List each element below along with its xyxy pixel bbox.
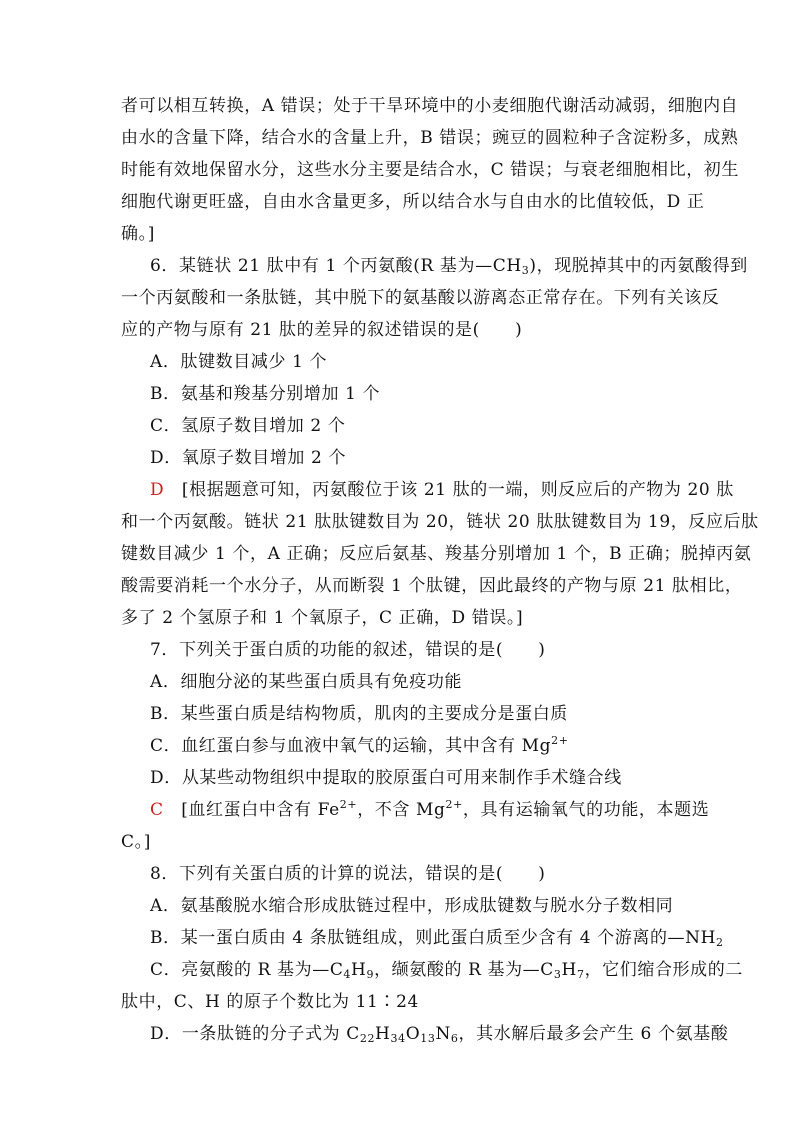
explanation-line: 和一个丙氨酸。链状 21 肽肽键数目为 20，链状 20 肽肽键数目为 19，反应后肽 [121,512,759,532]
question-8-option-c: C．亮氨酸的 R 基为$—C_4H_9$，缬氨酸的 R 基为$—C_3H_7$，它们缩合形成的二 [150,960,743,981]
explanation-line: 细胞代谢更旺盛，自由水含量更多，所以结合水与自由水的比值较低，D 正 [121,192,705,212]
explanation-line: 键数目减少 1 个，A 正确；反应后氨基、羧基分别增加 1 个，B 正确；脱掉丙氨 [121,544,752,564]
question-7-option-b: B．某些蛋白质是结构物质，肌肉的主要成分是蛋白质 [150,704,568,724]
question-7-stem: 7．下列关于蛋白质的功能的叙述，错误的是( ) [150,640,546,660]
explanation-line: 由水的含量下降，结合水的含量上升，B 错误；豌豆的圆粒种子含淀粉多，成熟 [121,128,739,148]
answer-letter: D [150,480,165,500]
question-8-option-d: D．一条肽链的分子式为 $C_{22}H_{34}O_{13}N_6$，其水解后最多会产生 6 个氨基酸 [150,1024,729,1045]
question-6-option-c: C．氢原子数目增加 2 个 [150,416,346,436]
question-6-stem: 应的产物与原有 21 肽的差异的叙述错误的是( ) [121,320,523,340]
explanation-line: 多了 2 个氢原子和 1 个氧原子，C 正确，D 错误。] [121,608,524,628]
explanation-line: 时能有效地保留水分，这些水分主要是结合水，C 错误；与衰老细胞相比，初生 [121,160,740,180]
question-6-option-a: A．肽键数目减少 1 个 [150,352,328,372]
explanation-line: C。] [121,832,151,852]
explanation-line: 确。] [121,224,155,244]
question-6-option-d: D．氧原子数目增加 2 个 [150,448,347,468]
question-8-option-a: A．氨基酸脱水缩合形成肽链过程中，形成肽键数与脱水分子数相同 [150,896,674,916]
question-6-answer-explanation: D [根据题意可知，丙氨酸位于该 21 肽的一端，则反应后的产物为 20 肽 [150,480,734,500]
question-7-option-a: A．细胞分泌的某些蛋白质具有免疫功能 [150,672,463,692]
question-7-option-c: C．血红蛋白参与血液中氧气的运输，其中含有 $Mg^{2+}$ [150,734,569,756]
question-6-stem: 一个丙氨酸和一条肽链，其中脱下的氨基酸以游离态正常存在。下列有关该反 [121,288,720,308]
question-6-stem: 6．某链状 21 肽中有 1 个丙氨酸(R 基为$—CH_3$)，现脱掉其中的丙氨酸得到 [150,256,748,277]
question-7-option-d: D．从某些动物组织中提取的胶原蛋白可用来制作手术缝合线 [150,768,622,788]
question-8-option-c-cont: 肽中，C、H 的原子个数比为 11∶24 [121,992,419,1012]
question-8-option-b: B．某一蛋白质由 4 条肽链组成，则此蛋白质至少含有 4 个游离的$—NH_2$ [150,928,724,949]
question-7-answer-explanation: C [血红蛋白中含有 $Fe^{2+}$，不含 $Mg^{2+}$，具有运输氧气的功能，本题选 [150,798,710,820]
answer-letter: C [150,800,164,820]
explanation-line: 酸需要消耗一个水分子，从而断裂 1 个肽键，因此最终的产物与原 21 肽相比， [121,576,743,596]
question-6-option-b: B．氨基和羧基分别增加 1 个 [150,384,381,404]
question-8-stem: 8．下列有关蛋白质的计算的说法，错误的是( ) [150,864,546,884]
explanation-line: 者可以相互转换，A 错误；处于干旱环境中的小麦细胞代谢活动减弱，细胞内自 [121,96,739,116]
